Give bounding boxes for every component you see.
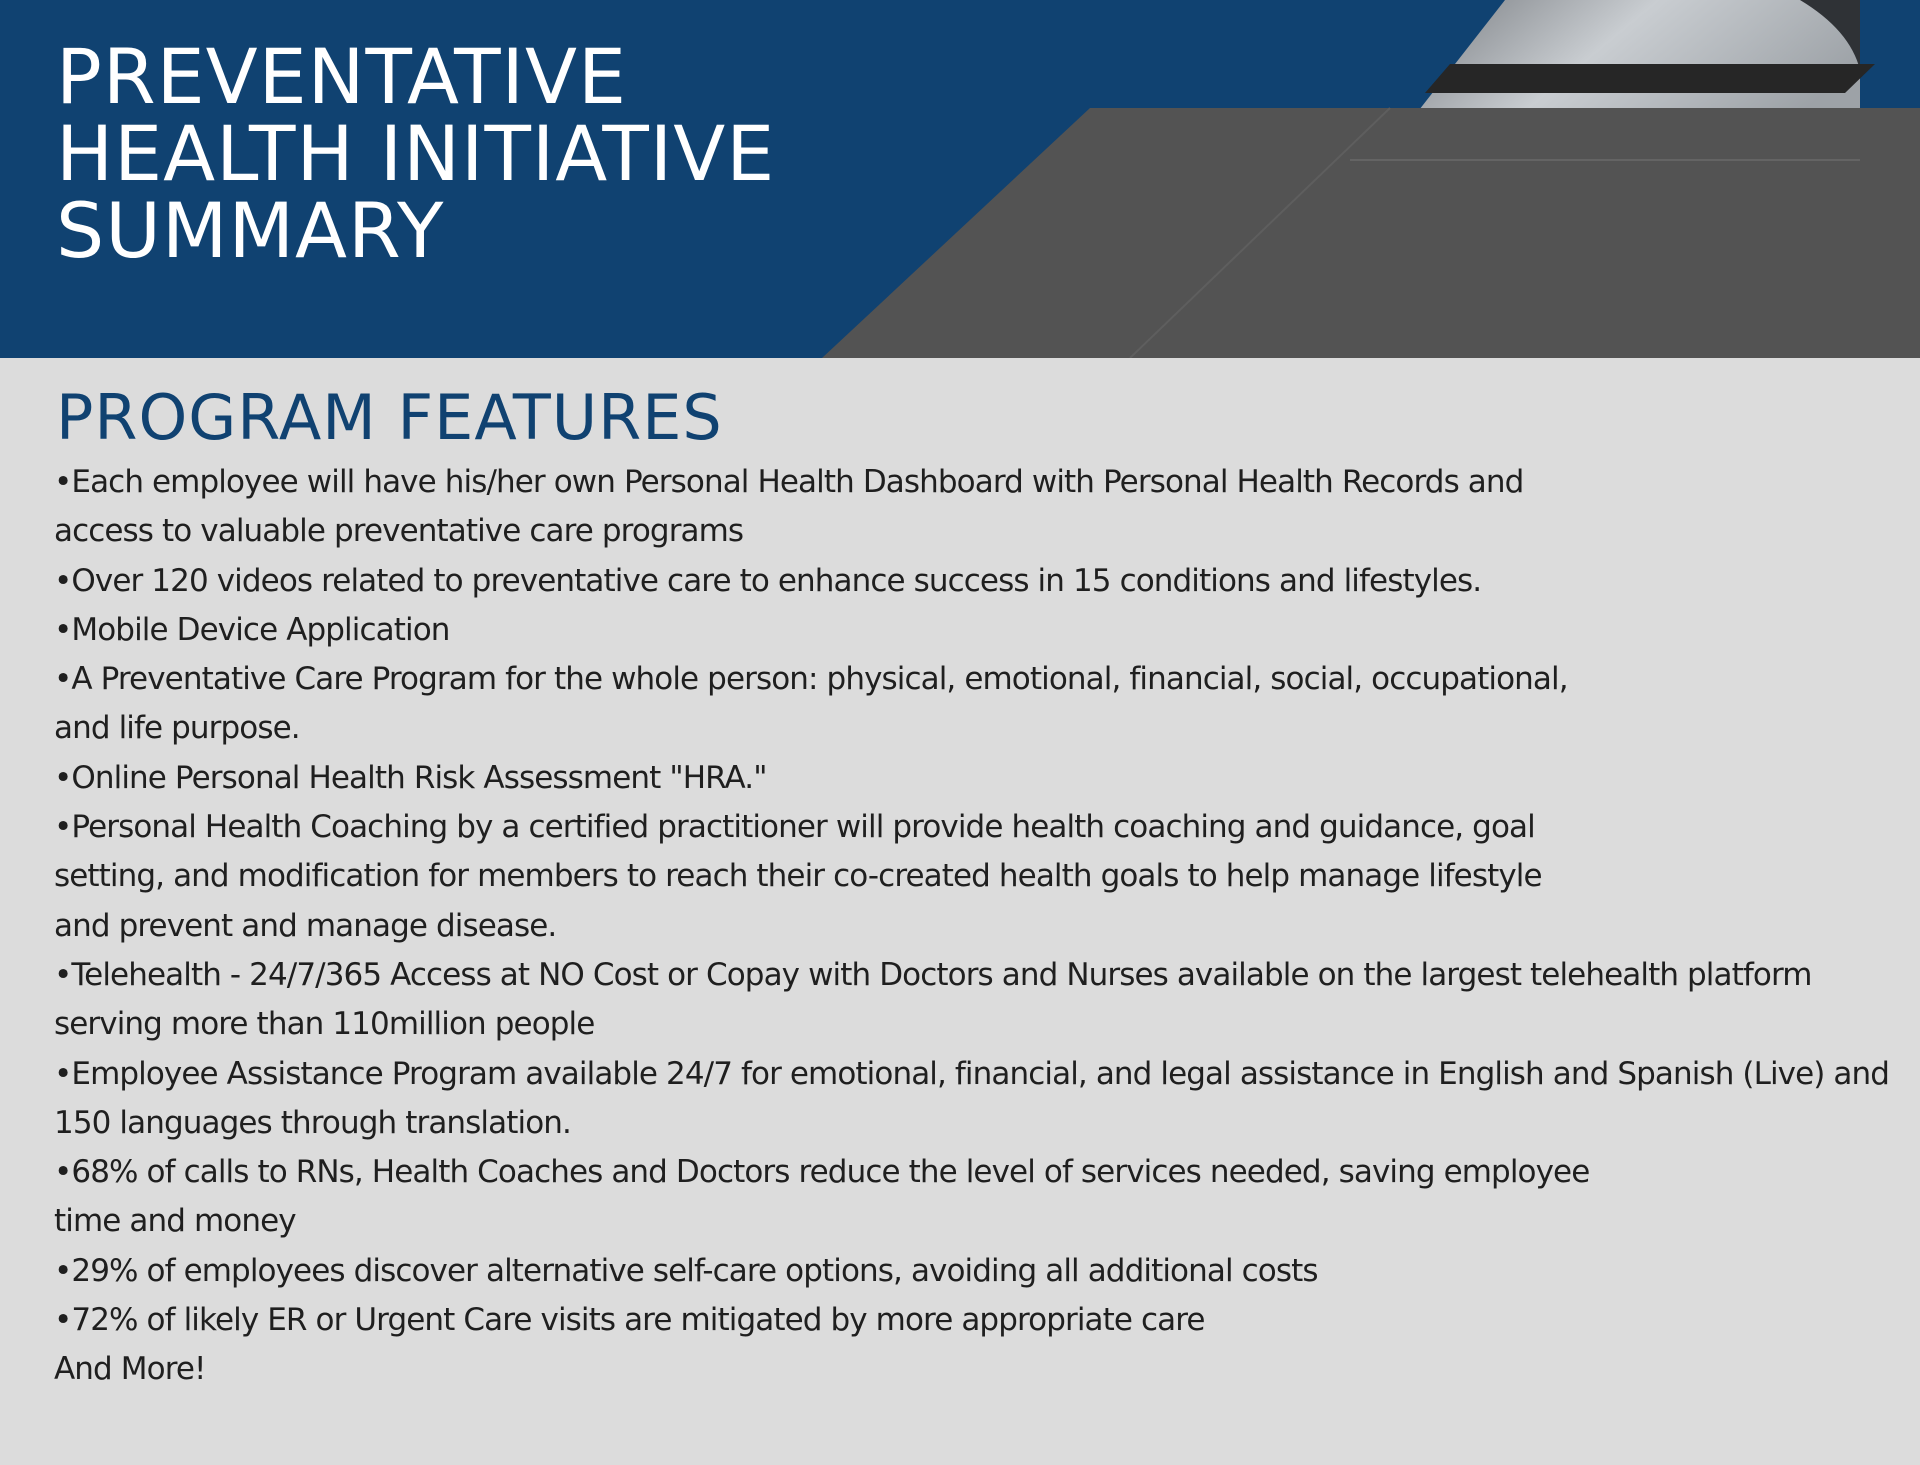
feature-line: •Each employee will have his/her own Personal Health Dashboard with Personal Health Records and xyxy=(54,464,1524,500)
feature-line: and life purpose. xyxy=(54,710,300,747)
header-banner xyxy=(0,0,1920,358)
feature-list xyxy=(54,458,1894,1395)
feature-line: access to valuable preventative care programs xyxy=(54,513,744,550)
feature-line: •A Preventative Care Program for the whole person: physical, emotional, financial, social, occupational, xyxy=(54,661,1568,698)
page-title xyxy=(56,32,776,275)
feature-line: 150 languages through translation. xyxy=(54,1104,571,1141)
feature-line: •29% of employees discover alternative self-care options, avoiding all additional costs xyxy=(54,1252,1318,1289)
page-title-line: SUMMARY xyxy=(56,186,445,275)
feature-line: •Telehealth - 24/7/365 Access at NO Cost or Copay with Doctors and Nurses available on the largest telehealth platform xyxy=(54,956,1812,993)
feature-line: •Personal Health Coaching by a certified practitioner will provide health coaching and guidance, goal xyxy=(54,809,1535,846)
page-title-line: PREVENTATIVE xyxy=(56,32,627,121)
header-gray-block xyxy=(822,108,1920,358)
feature-line: serving more than 110million people xyxy=(54,1006,595,1043)
feature-line: setting, and modification for members to reach their co-created health goals to help manage lifestyle xyxy=(54,858,1542,895)
feature-line: •Employee Assistance Program available 24/7 for emotional, financial, and legal assistance in English and Spanish (Live) and xyxy=(54,1055,1890,1092)
page-title-line: HEALTH INITIATIVE xyxy=(56,109,776,198)
feature-line: and prevent and manage disease. xyxy=(54,907,557,944)
feature-line: •Over 120 videos related to preventative care to enhance success in 15 conditions and lifestyles. xyxy=(54,562,1482,599)
feature-line: time and money xyxy=(54,1203,296,1240)
header-dark-bar xyxy=(1425,64,1875,93)
feature-line: •Mobile Device Application xyxy=(54,611,450,648)
feature-line: •72% of likely ER or Urgent Care visits are mitigated by more appropriate care xyxy=(54,1302,1205,1339)
feature-line: •Online Personal Health Risk Assessment "HRA." xyxy=(54,759,767,796)
section-heading: PROGRAM FEATURES xyxy=(56,381,723,454)
feature-line: •68% of calls to RNs, Health Coaches and Doctors reduce the level of services needed, saving employee xyxy=(54,1154,1590,1191)
feature-line: And More! xyxy=(54,1351,206,1388)
